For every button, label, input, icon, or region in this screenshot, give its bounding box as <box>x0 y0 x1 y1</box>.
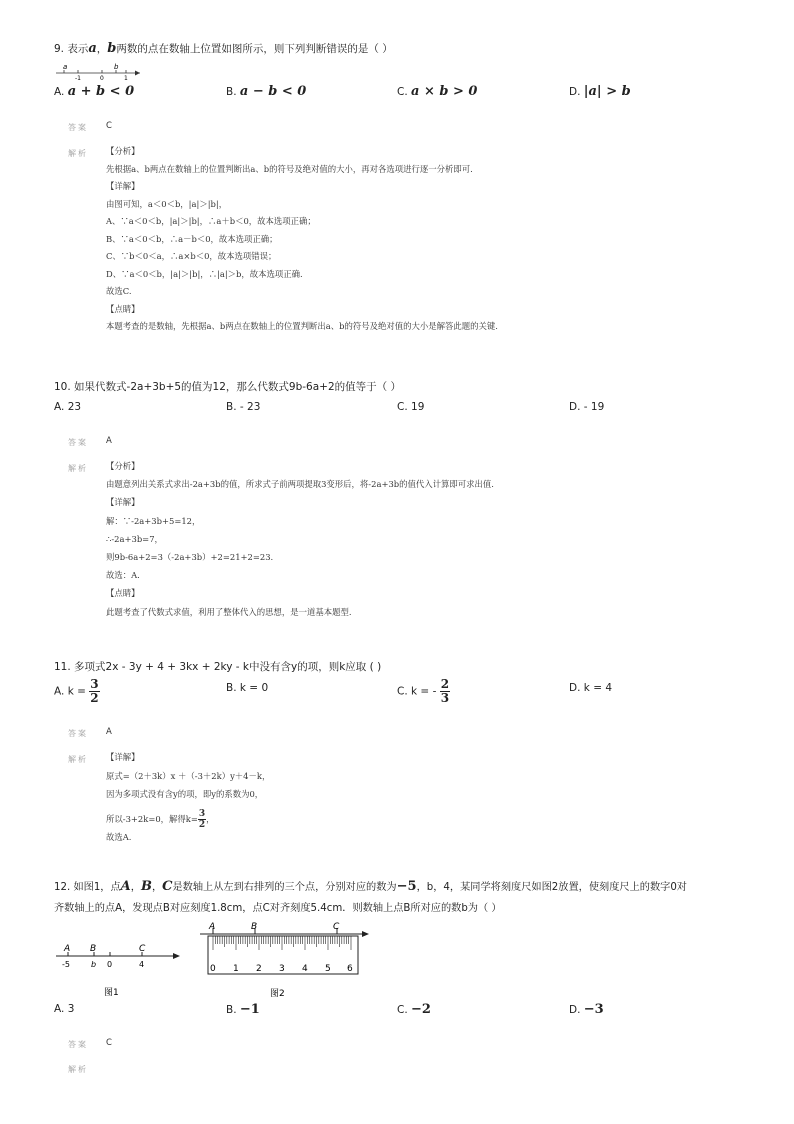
q9-option-c[interactable]: C. a × b > 0 <box>397 84 478 99</box>
svg-text:B: B <box>251 922 258 932</box>
q11-option-d[interactable]: D. k = 4 <box>569 682 613 694</box>
svg-text:0: 0 <box>210 964 216 974</box>
svg-text:1: 1 <box>233 964 239 974</box>
svg-text:6: 6 <box>347 964 353 974</box>
svg-text:a: a <box>63 63 68 71</box>
q11-answer-label: 答案 <box>68 729 88 738</box>
svg-text:图2: 图2 <box>270 989 285 999</box>
fraction: $\frac{3}{2}$ <box>198 808 206 830</box>
ruler-ticks <box>213 936 351 950</box>
svg-text:0: 0 <box>107 960 113 969</box>
q12-figure-1-number-line <box>54 940 184 998</box>
svg-text:2: 2 <box>256 964 262 974</box>
svg-text:A: A <box>64 944 71 954</box>
q12-stem-line1: 12. 如图1，点A，B，C是数轴上从左到右排列的三个点，分别对应的数为−5，b，4，某同学将刻度尺如图2放置，使刻度尺上的数字0对 <box>54 879 687 894</box>
svg-text:B: B <box>90 944 97 954</box>
q12-option-c[interactable]: C. −2 <box>397 1002 431 1017</box>
q12-answer-label: 答案 <box>68 1040 88 1049</box>
svg-text:4: 4 <box>139 960 145 969</box>
q10-stem: 10. 如果代数式-2a+3b+5的值为12，那么代数式9b-6a+2的值等于（ ） <box>54 381 401 393</box>
svg-text:C: C <box>139 944 146 954</box>
svg-text:b: b <box>114 63 119 71</box>
svg-text:-1: -1 <box>75 75 81 82</box>
q11-analysis-label: 解析 <box>68 755 88 764</box>
q11-stem: 11. 多项式2x - 3y + 4 + 3kx + 2ky - k中没有含y的项，则k应取 ( ) <box>54 661 382 673</box>
svg-text:4: 4 <box>302 964 308 974</box>
q10-explanation: 【分析】 由题意列出关系式求出-2a+3b的值，所求式子前两项提取3变形后，将-2a+3b的值代入计算即可求出值. 【详解】 解：∵-2a+3b+5=12， ∴-2a+3b=7， 则9b-6a+2=3（-2a+3b）+2=21+2=23. 故选：A. 【点睛】 此题考查了代数式求值，利用了整体代入的思想，是一道基本题型. <box>106 461 494 617</box>
q10-option-d[interactable]: D. - 19 <box>569 401 605 413</box>
svg-text:0: 0 <box>100 75 104 82</box>
q10-option-b[interactable]: B. - 23 <box>226 401 261 413</box>
q12-option-a[interactable]: A. 3 <box>54 1003 75 1015</box>
q10-option-a[interactable]: A. 23 <box>54 401 82 413</box>
q12-option-d[interactable]: D. −3 <box>569 1002 604 1017</box>
svg-text:1: 1 <box>124 75 128 82</box>
q12-analysis-label: 解析 <box>68 1065 88 1074</box>
q9-option-b[interactable]: B. a − b < 0 <box>226 84 307 99</box>
q12-answer: C <box>106 1038 112 1048</box>
q12-option-b[interactable]: B. −1 <box>226 1002 260 1017</box>
q11-option-a[interactable]: A. k = $\frac{3}{2}$ <box>54 677 99 705</box>
q12-figure-2-ruler <box>196 920 374 1000</box>
q10-option-c[interactable]: C. 19 <box>397 401 425 413</box>
q9-answer: C <box>106 121 112 131</box>
svg-text:C: C <box>333 922 340 932</box>
q9-answer-label: 答案 <box>68 123 88 132</box>
fraction: $\frac{3}{2}$ <box>90 677 99 705</box>
q9-explanation: 【分析】 先根据a、b两点在数轴上的位置判断出a、b的符号及绝对值的大小，再对各选项进行逐一分析即可. 【详解】 由图可知，a＜0＜b，|a|＞|b|， A、∵a＜0＜b，|a|＞|b|，∴a＋b＜0，故本选项正确； B、∵a＜0＜b，∴a－b＜0，故本选项正确； C、∵b＜0＜a，∴a×b＜0，故本选项错误； D、∵a＜0＜b，|a|＞|b|，∴|a|＞b，故本选项正确. 故选C. 【点睛】 本题考查的是数轴，先根据a、b两点在数轴上的位置判断出a、b的符号及绝对值的大小是解答此题的关键. <box>106 146 498 331</box>
q11-option-c[interactable]: C. k = - $\frac{2}{3}$ <box>397 677 450 705</box>
q9-option-a[interactable]: A. a + b < 0 <box>54 84 135 99</box>
q10-answer-label: 答案 <box>68 438 88 447</box>
q12-stem-line2: 齐数轴上的点A，发现点B对应刻度1.8cm，点C对齐刻度5.4cm．则数轴上点B所对应的数b为（ ） <box>54 903 502 914</box>
svg-text:A: A <box>209 922 216 932</box>
q10-answer: A <box>106 436 112 446</box>
svg-text:-5: -5 <box>62 960 70 969</box>
q11-explanation: 【详解】 原式=（2＋3k）x ＋（-3＋2k）y＋4－k， 因为多项式没有含y的项，即y的系数为0， 所以-3+2k=0，解得k= $\frac{3}{2}$ ， 故选A. <box>106 752 271 842</box>
svg-text:图1: 图1 <box>104 988 119 998</box>
svg-text:b: b <box>91 960 97 969</box>
q9-number-line-figure <box>54 60 144 82</box>
svg-text:5: 5 <box>325 964 331 974</box>
q9-analysis-label: 解析 <box>68 149 88 158</box>
q9-option-d[interactable]: D. |a| > b <box>569 84 631 99</box>
q9-stem: 9. 表示a，b两数的点在数轴上位置如图所示，则下列判断错误的是（ ） <box>54 41 393 56</box>
q11-solve-line: 所以-3+2k=0，解得k= $\frac{3}{2}$ ， <box>106 808 215 830</box>
q11-answer: A <box>106 727 112 737</box>
svg-text:3: 3 <box>279 964 285 974</box>
fraction: $\frac{2}{3}$ <box>440 677 450 705</box>
q11-option-b[interactable]: B. k = 0 <box>226 682 269 694</box>
q10-analysis-label: 解析 <box>68 464 88 473</box>
